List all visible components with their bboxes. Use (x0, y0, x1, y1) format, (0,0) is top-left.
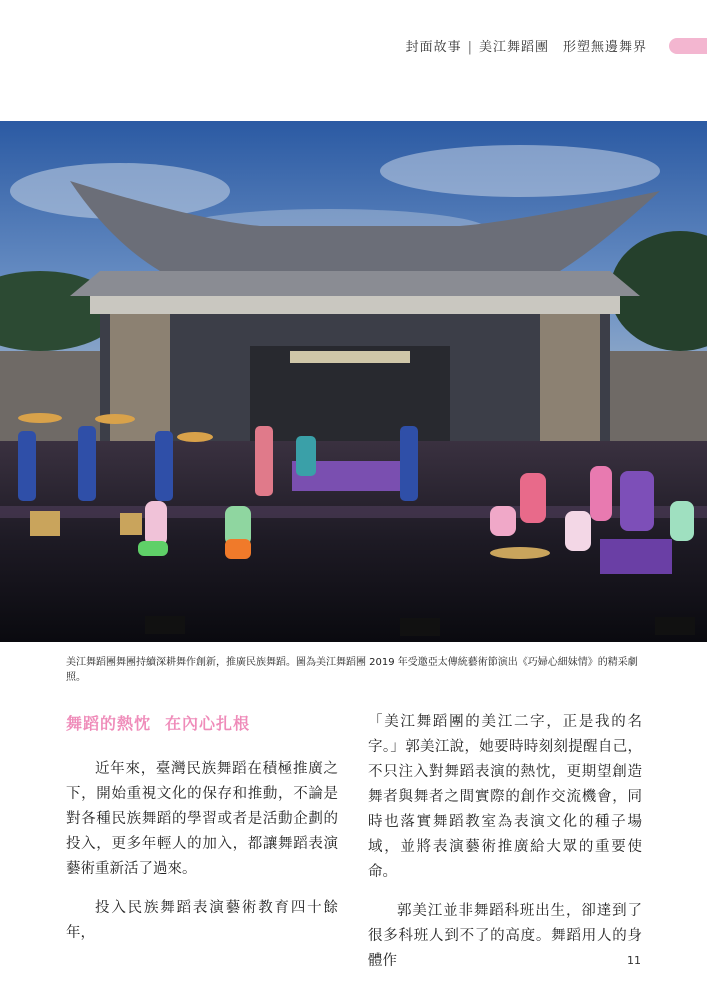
stage-photo (0, 121, 707, 642)
running-header (406, 36, 647, 55)
left-paragraph-1: 近年來，臺灣民族舞蹈在積極推廣之下，開始重視文化的保存和推動，不論是對各種民族舞蹈的學習或者是活動企劃的投入，更多年輕人的加入，都讓舞蹈表演藝術重新活了過來。 (66, 761, 338, 877)
section-heading-part2: 在內心扎根 (165, 714, 251, 733)
left-column (66, 757, 338, 946)
header-section: 封面故事 (405, 40, 462, 55)
left-paragraph-2: 投入民族舞蹈表演藝術教育四十餘年， (66, 900, 338, 941)
section-heading-part1: 舞蹈的熱忱 (66, 714, 152, 733)
right-paragraph-2: 郭美江並非舞蹈科班出生，卻達到了很多科班人到不了的高度。舞蹈用人的身體作 (368, 903, 642, 969)
header-separator: | (467, 40, 473, 55)
stage-photo-illustration (0, 121, 707, 642)
section-heading (66, 711, 250, 734)
section-tab (669, 38, 707, 54)
right-paragraph-1: 「美江舞蹈團的美江二字，正是我的名字。」郭美江說，她要時時刻刻提醒自己，不只注入對舞蹈表演的熱忱，更期望創造舞者與舞者之間實際的創作交流機會，同時也落實舞蹈教室為表演文化的種子場域，並將表演藝術推廣給大眾的重要使命。 (368, 714, 642, 880)
header-title: 形塑無邊舞界 (562, 40, 647, 55)
right-column (368, 710, 642, 974)
photo-caption: 美江舞蹈團舞團持續深耕舞作創新，推廣民族舞蹈。圖為美江舞蹈團 2019 年受邀亞太傳統藝術節演出《巧婦心細妹情》的精采劇照。 (66, 657, 638, 683)
header-topic: 美江舞蹈團 (478, 40, 549, 55)
page-number: 11 (627, 954, 641, 967)
